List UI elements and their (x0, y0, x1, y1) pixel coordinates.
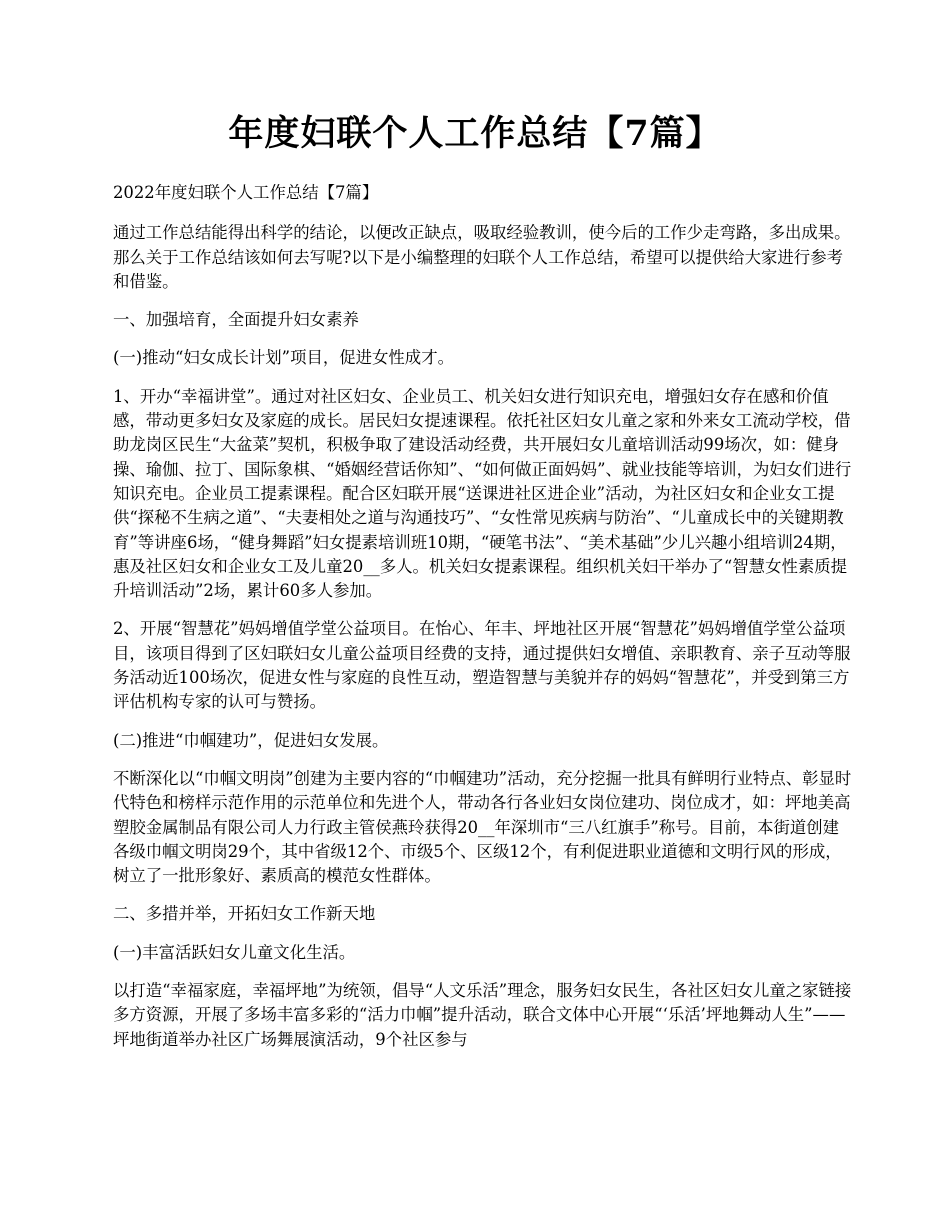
body-paragraph: 不断深化以“巾帼文明岗”创建为主要内容的“巾帼建功”活动，充分挖掘一批具有鲜明行业特点、彰显时代特色和榜样示范作用的示范单位和先进个人，带动各行各业妇女岗位建功、岗位成才，如：坪地美高塑胶金属制品有限公司人力行政主管侯燕玲获得20__年深圳市“三八红旗手”称号。目前，本街道创建各级巾帼文明岗29个，其中省级12个、市级5个、区级12个，有利促进职业道德和文明行风的形成，树立了一批形象好、素质高的模范女性群体。 (113, 768, 852, 886)
section-heading-1: 一、加强培育，全面提升妇女素养 (113, 310, 359, 330)
body-paragraph: 1、开办“幸福讲堂”。通过对社区妇女、企业员工、机关妇女进行知识充电，增强妇女存在感和价值感，带动更多妇女及家庭的成长。居民妇女提速课程。依托社区妇女儿童之家和外来女工流动学校，借助龙岗区民生“大盆菜”契机，积极争取了建设活动经费，共开展妇女儿童培训活动99场次，如：健身操、瑜伽、拉丁、国际象棋、“婚姻经营话你知”、“如何做正面妈妈”、就业技能等培训，为妇女们进行知识充电。企业员工提素课程。配合区妇联开展“送课进社区进企业”活动，为社区妇女和企业女工提供“探秘不生病之道”、“夫妻相处之道与沟通技巧”、“女性常见疾病与防治”、“儿童成长中的关键期教育”等讲座6场，“健身舞蹈”妇女提素培训班10期，“硬笔书法”、“美术基础”少儿兴趣小组培训24期，惠及社区妇女和企业女工及儿童20__多人。机关妇女提素课程。组织机关妇干举办了“智慧女性素质提升培训活动”2场，累计60多人参加。 (113, 386, 852, 601)
document-subtitle: 2022年度妇联个人工作总结【7篇】 (113, 183, 379, 202)
document-body (113, 181, 855, 1066)
subsection-heading-2-1: (一)丰富活跃妇女儿童文化生活。 (113, 942, 356, 962)
body-paragraph: 2、开展“智慧花”妈妈增值学堂公益项目。在怡心、年丰、坪地社区开展“智慧花”妈妈增值学堂公益项目，该项目得到了区妇联妇女儿童公益项目经费的支持，通过提供妇女增值、亲职教育、亲子互动等服务活动近100场次，促进女性与家庭的良性互动，塑造智慧与美貌并存的妈妈“智慧花”，并受到第三方评估机构专家的认可与赞扬。 (113, 619, 851, 712)
subsection-heading-1-1: (一)推动“妇女成长计划”项目，促进女性成才。 (113, 348, 454, 368)
document-title: 年度妇联个人工作总结【7篇】 (228, 113, 722, 154)
subsection-heading-1-2: (二)推进“巾帼建功”，促进妇女发展。 (113, 730, 389, 750)
section-heading-2: 二、多措并举，开拓妇女工作新天地 (113, 904, 376, 924)
intro-paragraph: 通过工作总结能得出科学的结论，以便改正缺点，吸取经验教训，使今后的工作少走弯路，多出成果。那么关于工作总结该如何去写呢?以下是小编整理的妇联个人工作总结，希望可以提供给大家进行参考和借鉴。 (113, 223, 851, 291)
body-paragraph: 以打造“幸福家庭，幸福坪地”为统领，倡导“人文乐活”理念，服务妇女民生，各社区妇女儿童之家链接多方资源，开展了多场丰富多彩的“活力巾帼”提升活动，联合文体中心开展“‘乐活’坪地舞动人生”——坪地街道举办社区广场舞展演活动，9个社区参与 (113, 981, 852, 1049)
